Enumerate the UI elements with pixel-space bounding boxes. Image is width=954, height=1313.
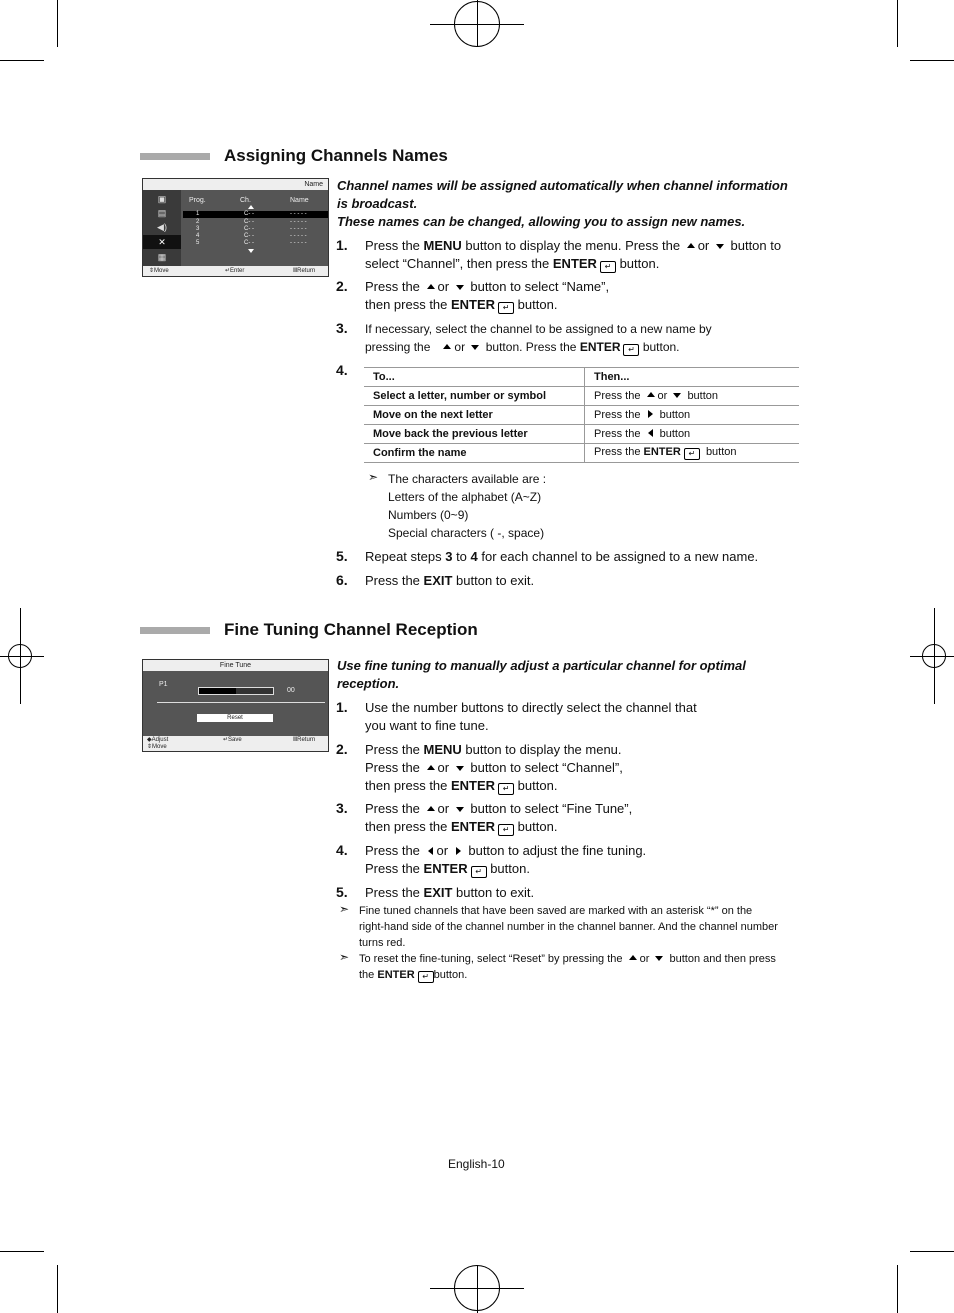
crop-mark [897, 0, 898, 47]
up-arrow-icon [443, 344, 451, 349]
enter-icon: ↵ [684, 448, 700, 460]
osd-foot-adjust: ◆Adjust [147, 737, 169, 743]
step-number: 5. [336, 884, 348, 900]
up-arrow-icon [629, 955, 637, 960]
table-cell: Move on the next letter [364, 406, 585, 425]
setup-icon: ✕ [143, 235, 181, 249]
note-arrow-icon: ➣ [339, 950, 350, 964]
left-arrow-icon [428, 847, 433, 855]
input-icon: ▦ [157, 252, 167, 262]
osd-foot-move: ⇕Move [149, 268, 169, 274]
down-arrow-icon [248, 249, 254, 253]
enter-icon: ↵ [623, 344, 639, 356]
down-arrow-icon [456, 766, 464, 771]
enter-icon: ↵ [418, 971, 434, 983]
up-arrow-icon [647, 392, 655, 397]
osd-prog: P1 [159, 681, 168, 688]
down-arrow-icon [673, 393, 681, 398]
up-arrow-icon [427, 765, 435, 770]
osd-row: 1 [196, 211, 200, 217]
page-footer: English-10 [448, 1157, 505, 1171]
osd-divider [157, 702, 325, 703]
osd-sidebar [143, 190, 181, 266]
left-arrow-icon [648, 429, 653, 437]
step-number: 3. [336, 320, 348, 336]
intro-line: is broadcast. [337, 196, 418, 211]
registration-mark [910, 656, 954, 657]
step-number: 2. [336, 278, 348, 294]
osd-footer [143, 266, 328, 276]
table-cell: Press the ENTER ↵ button [585, 444, 800, 463]
osd-row: C- - [244, 226, 254, 232]
table-header-row [364, 368, 799, 387]
osd-row: C- - [244, 219, 254, 225]
table-row [364, 444, 799, 463]
down-arrow-icon [471, 345, 479, 350]
step-number: 2. [336, 741, 348, 757]
table-row [364, 406, 799, 425]
up-arrow-icon [427, 806, 435, 811]
col-prog: Prog. [189, 197, 206, 204]
section-title: Assigning Channels Names [224, 146, 448, 165]
right-arrow-icon [456, 847, 461, 855]
osd-row: - - - - - [290, 233, 307, 239]
table-header-cell: To... [364, 368, 585, 387]
step-number: 1. [336, 237, 348, 253]
registration-mark [477, 1265, 478, 1313]
note-arrow-icon: ➣ [368, 470, 379, 484]
osd-title: Name [143, 179, 328, 190]
table-cell: Press the or button [585, 387, 800, 406]
col-ch: Ch. [240, 197, 251, 204]
crop-mark [0, 60, 44, 61]
crop-mark [57, 0, 58, 47]
step-number: 5. [336, 548, 348, 564]
col-name: Name [290, 197, 309, 204]
osd-footer [143, 736, 328, 751]
up-arrow-icon [687, 243, 695, 248]
characters-note: The characters available are : Letters of the alphabet (A~Z) Numbers (0~9) Special characters ( -, space) [388, 472, 547, 540]
table-row [364, 425, 799, 444]
step-text: Press the MENU button to display the menu. Press the or button to select “Channel”, then press the ENTER ↵ button. [365, 238, 782, 271]
step-text: Repeat steps 3 to 4 for each channel to be assigned to a new name. [365, 549, 759, 564]
crop-mark [910, 1251, 954, 1252]
picture-icon: ▣ [157, 194, 167, 204]
step-text: Press the or button to select “Fine Tune”, then press the ENTER ↵ button. [365, 801, 633, 834]
osd-row: - - - - - [290, 226, 307, 232]
sound-icon: ◀) [157, 222, 167, 232]
table-cell: Select a letter, number or symbol [364, 387, 585, 406]
step-number: 6. [336, 572, 348, 588]
osd-title: Fine Tune [143, 660, 328, 671]
up-arrow-icon [427, 284, 435, 289]
registration-mark [477, 0, 478, 47]
enter-icon: ↵ [498, 824, 514, 836]
step-text: If necessary, select the channel to be assigned to a new name by pressing the or button. Press the ENTER ↵ button. [365, 322, 712, 354]
table-cell: Move back the previous letter [364, 425, 585, 444]
crop-mark [910, 60, 954, 61]
intro-line: Channel names will be assigned automatically when channel information [337, 178, 788, 193]
osd-value: 00 [287, 687, 295, 694]
down-arrow-icon [655, 956, 663, 961]
osd-row: 2 [196, 219, 200, 225]
registration-mark [0, 656, 44, 657]
osd-row: C- - [244, 211, 254, 217]
osd-row: C- - [244, 233, 254, 239]
osd-row: 4 [196, 233, 200, 239]
table-row [364, 387, 799, 406]
step-text: Press the or button to adjust the fine tuning. Press the ENTER ↵ button. [365, 843, 647, 876]
table-cell: Press the button [585, 425, 800, 444]
step-text: Press the or button to select “Name”, then press the ENTER ↵ button. [365, 279, 610, 312]
enter-icon: ↵ [600, 261, 616, 273]
crop-mark [0, 1251, 44, 1252]
osd-row: - - - - - [290, 219, 307, 225]
section-bar [140, 153, 210, 160]
section-intro [337, 177, 807, 231]
enter-icon: ↵ [471, 866, 487, 878]
step-text: Press the MENU button to display the menu. Press the or button to select “Channel”, then press the ENTER ↵ button. [365, 742, 623, 793]
step-text: Use the number buttons to directly select the channel that you want to fine tune. [365, 700, 697, 733]
section-bar [140, 627, 210, 634]
note-arrow-icon: ➣ [339, 902, 350, 916]
channel-icon: ▤ [157, 208, 167, 218]
fine-tune-bar-fill [199, 688, 236, 694]
intro-line: These names can be changed, allowing you to assign new names. [337, 214, 746, 229]
osd-foot-move: ⇕Move [147, 744, 167, 750]
intro-line: Use fine tuning to manually adjust a particular channel for optimal [337, 658, 746, 673]
step-number: 3. [336, 800, 348, 816]
osd-fine-tune-screen [142, 659, 329, 752]
osd-foot-save: ↵Save [223, 737, 242, 743]
step-text: Press the EXIT button to exit. [365, 573, 535, 588]
osd-row: 3 [196, 226, 200, 232]
osd-name-screen [142, 178, 329, 277]
instruction-table [364, 367, 799, 463]
right-arrow-icon [648, 410, 653, 418]
table-header-cell: Then... [585, 368, 800, 387]
down-arrow-icon [716, 244, 724, 249]
section-title: Fine Tuning Channel Reception [224, 620, 478, 639]
table-cell: Press the button [585, 406, 800, 425]
registration-mark [934, 608, 935, 704]
fine-tune-note: Fine tuned channels that have been saved are marked with an asterisk “*” on the right-hand side of the channel number in the channel banner. And the channel number turns red. [359, 905, 778, 949]
step-number: 4. [336, 842, 348, 858]
osd-row: 5 [196, 240, 200, 246]
intro-line: reception. [337, 676, 400, 691]
reset-button: Reset [197, 714, 273, 722]
step-number: 1. [336, 699, 348, 715]
osd-row: - - - - - [290, 240, 307, 246]
down-arrow-icon [456, 807, 464, 812]
enter-icon: ↵ [498, 302, 514, 314]
osd-row: C- - [244, 240, 254, 246]
crop-mark [897, 1265, 898, 1313]
osd-foot-return: ⅢReturn [293, 268, 316, 274]
reset-note: To reset the fine-tuning, select “Reset” by pressing the or button and then press the ENTER ↵ button. [359, 953, 776, 981]
osd-foot-return: ⅢReturn [293, 737, 316, 743]
registration-mark [20, 608, 21, 704]
down-arrow-icon [456, 285, 464, 290]
section-intro [337, 657, 807, 693]
osd-row: - - - - - [290, 211, 307, 217]
fine-tune-bar [198, 687, 274, 695]
osd-foot-enter: ↵Enter [225, 268, 245, 274]
up-arrow-icon [248, 205, 254, 209]
enter-icon: ↵ [498, 783, 514, 795]
crop-mark [57, 1265, 58, 1313]
step-number: 4. [336, 362, 348, 378]
step-text: Press the EXIT button to exit. [365, 885, 535, 900]
table-cell: Confirm the name [364, 444, 585, 463]
